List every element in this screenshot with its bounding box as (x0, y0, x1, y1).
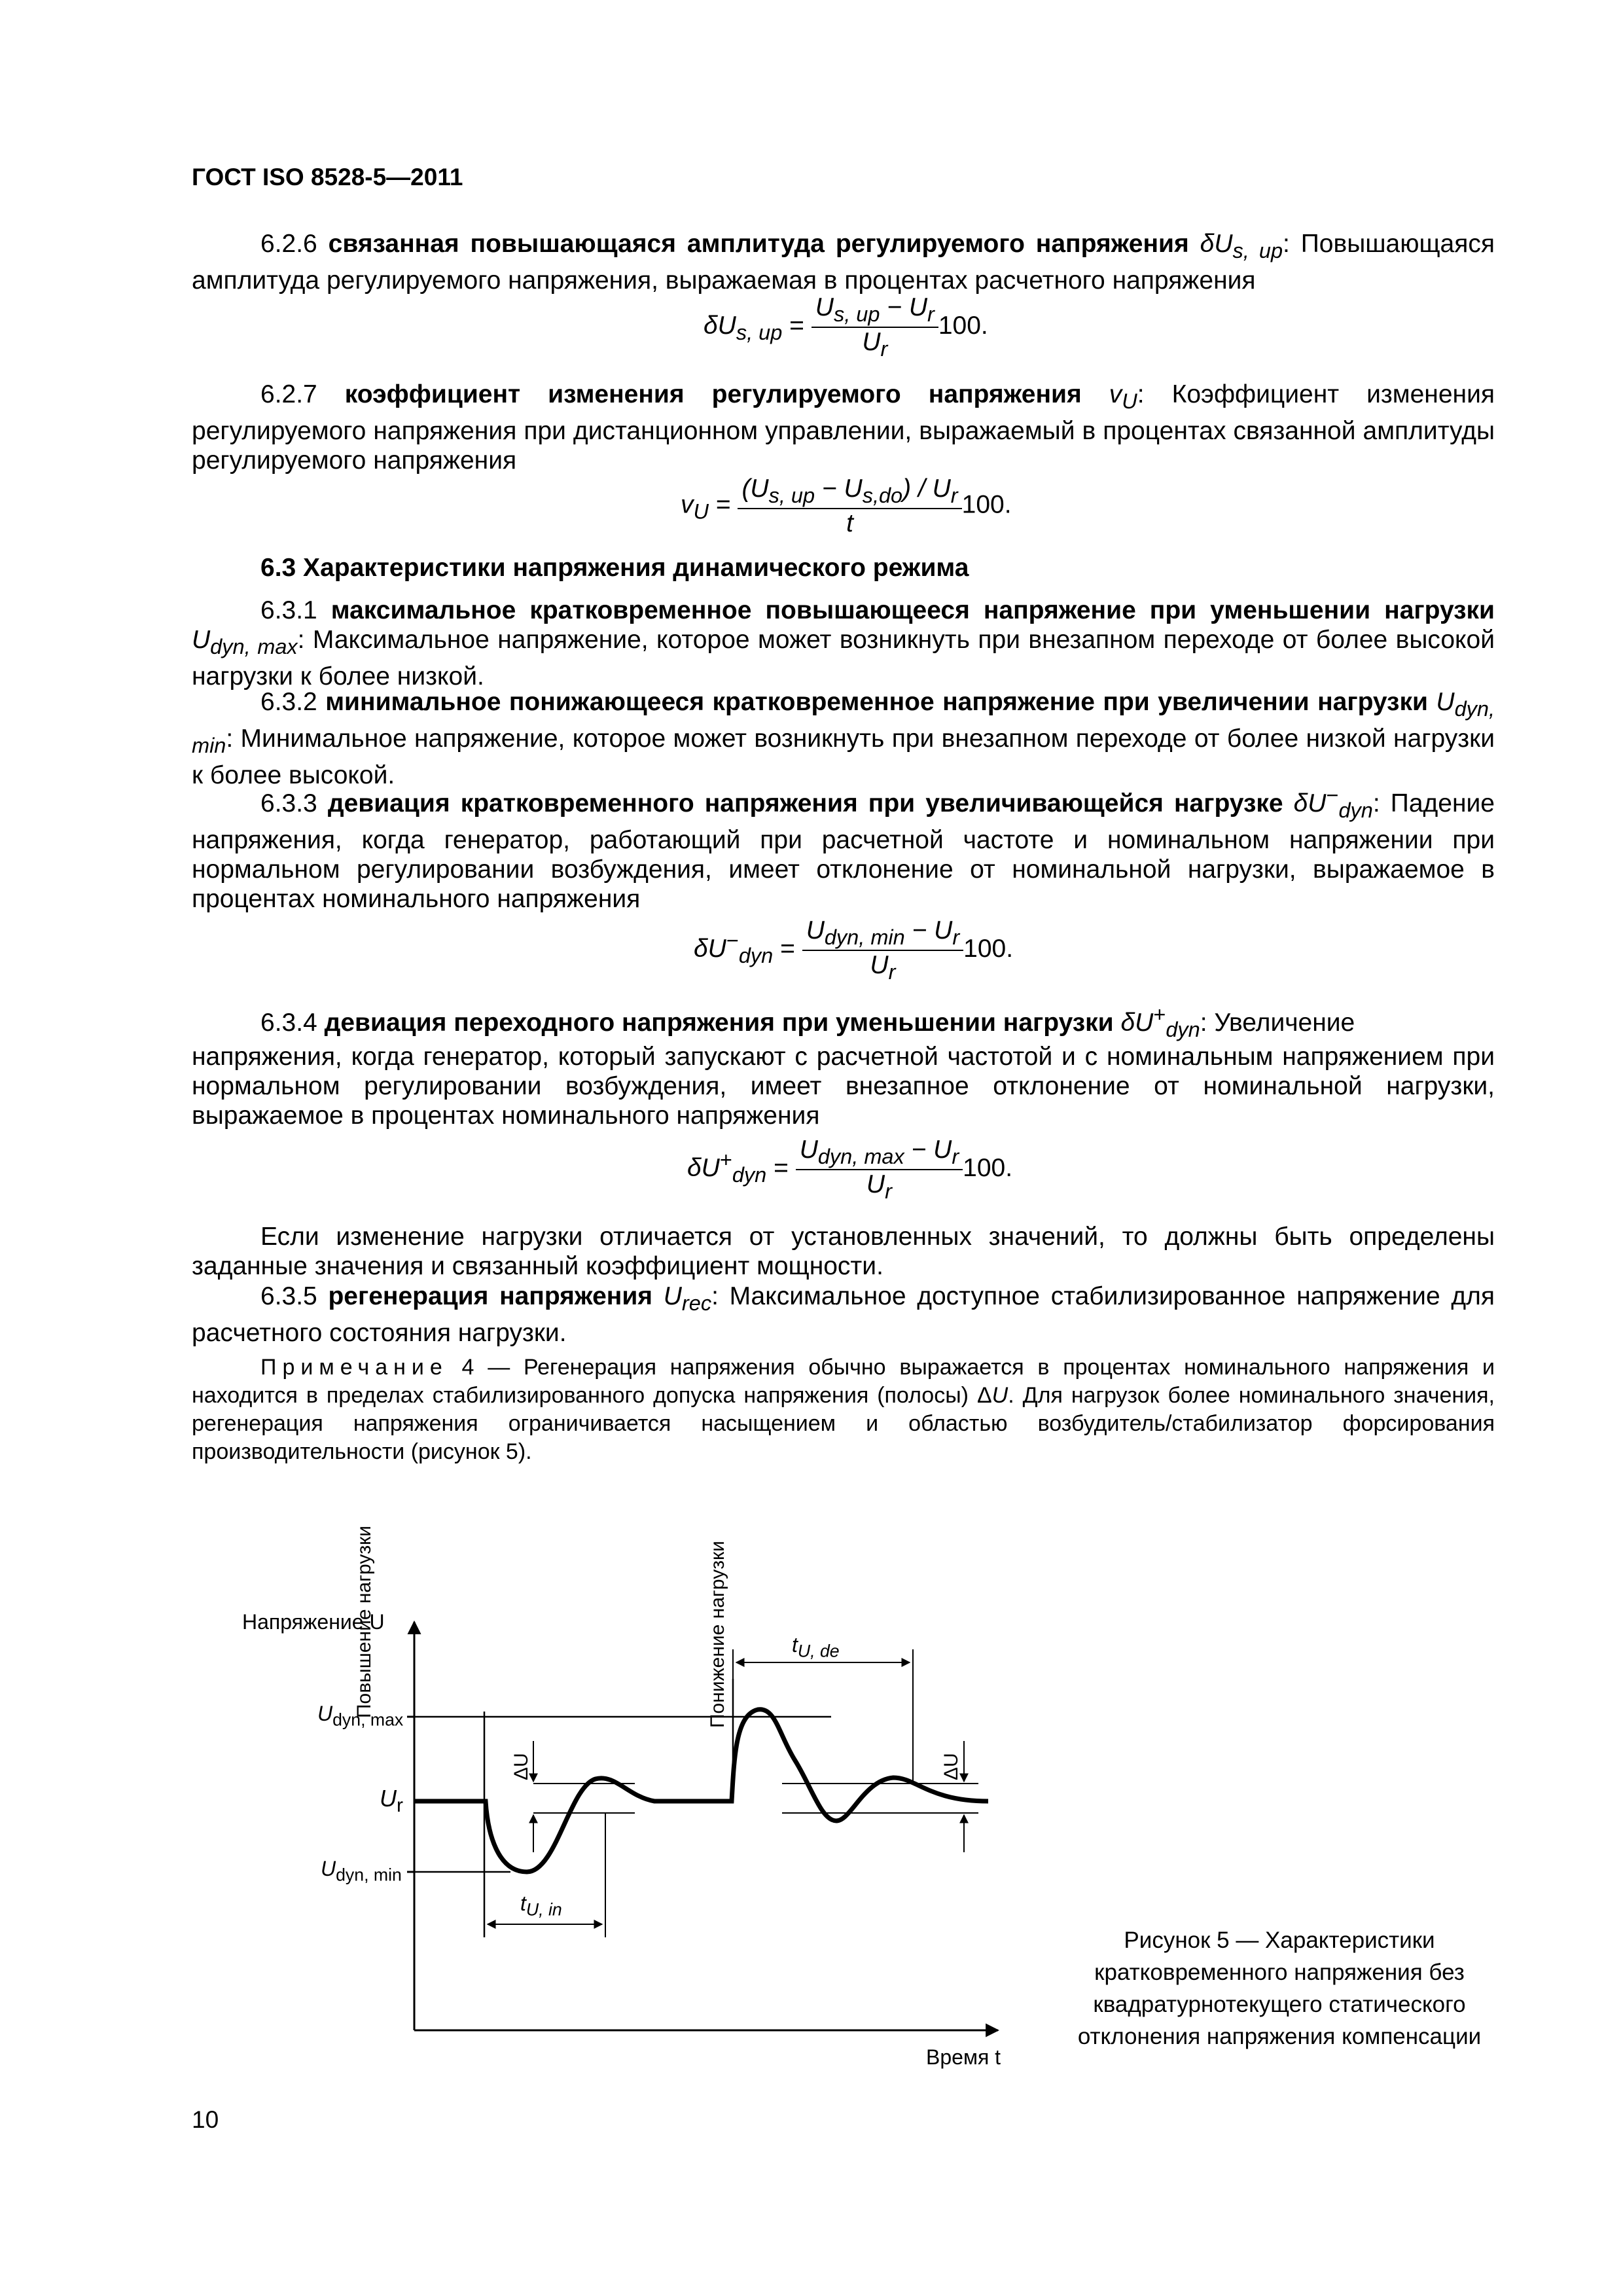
f2-num-a: (U (741, 475, 769, 503)
f2-lhs: v (681, 490, 694, 519)
note-text-b: . Для нагрузок более номинального значения, регенерация напряжения ограничивается насыщением и областью возбудитель/стабилизатор форсирования производительности (рисунок 5). (192, 1383, 1495, 1464)
term: девиация кратковременного напряжения при увеличивающейся нагрузке (327, 789, 1283, 817)
definition-text: : Минимальное напряжение, которое может возникнуть при внезапном переходе от более низкой нагрузки к более высокой. (192, 724, 1495, 789)
f2-den: t (846, 509, 853, 537)
formula-4: $\delta U^+_{dyn}$ = $\frac{U_{dyn, max} - U_r}{U_r}$ 100. (687, 1136, 1013, 1203)
label-delta-u-1: ΔU (510, 1753, 532, 1780)
label-udyn-min-sym: U (321, 1857, 336, 1880)
f2-num-b: − U (815, 475, 863, 503)
f2-num-sub3: r (950, 483, 958, 507)
section-number: 6.3.1 (260, 596, 317, 624)
label-load-decrease: Понижение нагрузки (707, 1541, 728, 1728)
f4-num: U (799, 1136, 818, 1164)
section-number: 6.3.4 (260, 1009, 317, 1037)
symbol: v (1109, 380, 1122, 408)
label-ur (380, 1785, 403, 1817)
symbol-sub: dyn (1166, 1017, 1200, 1041)
f2-tail: 100. (961, 490, 1012, 519)
x-axis-label: Время t (926, 2045, 1001, 2069)
label-delta-u-2: ΔU (940, 1753, 962, 1780)
definition-text-a: : Увеличение (1200, 1009, 1355, 1037)
note-label: Примечание (260, 1355, 448, 1380)
page-number: 10 (192, 2106, 219, 2133)
label-t-de (792, 1633, 840, 1661)
document-header: ГОСТ ISO 8528-5—2011 (192, 164, 463, 190)
label-udyn-min-sub: dyn, min (336, 1865, 402, 1885)
f4-lhs: δU (687, 1154, 720, 1183)
f3-num-sub: dyn, min (824, 925, 905, 949)
definition-text: Падение напряжения, когда генератор, работающий при расчетной частоте и номинальном напряжении при нормальном регулировании возбуждения, имеет отклонение от номинальной нагрузки, выражаемое в процентах номинального напряжения (192, 789, 1495, 913)
section-6-3-3: 6.3.3 девиация кратковременного напряжения при увеличивающейся нагрузке $\delta U^-_{dyn}$: Падение напряжения, когда генератор, работающий при расчетной частоте и номинальном напряжении при нормальном регулировании возбуждения, имеет отклонение от номинальной нагрузки, выражаемое в процентах номинального напряжения (192, 783, 1495, 913)
formula-2: $v_U$ = $\frac{(U_{s, up} - U_{s,do}) / U_r}{t}$ 100. (681, 475, 1012, 537)
f1-den-sub: r (880, 336, 888, 361)
definition-text: : Коэффициент изменения регулируемого напряжения при дистанционном управлении, выражаемый в процентах связанной амплитуды регулируемого напряжения (192, 380, 1495, 475)
symbol: U (1436, 688, 1455, 716)
f4-lhs-sup: + (719, 1148, 732, 1172)
note-text-a: 4 — Регенерация напряжения обычно выражается в процентах номинального напряжения и находится в пределах стабилизированного допуска напряжения (полосы) Δ (192, 1355, 1495, 1408)
f1-num: U (815, 293, 834, 321)
voltage-curve (414, 1710, 988, 1872)
symbol: U (663, 1282, 682, 1310)
f4-num-sub: dyn, max (817, 1144, 904, 1168)
formula-1: $\delta U_{s, up}$ = $\frac{U_{s, up} - U_r}{U_r}$ 100. (704, 293, 988, 361)
term: максимальное кратковременное повышающееся напряжение при уменьшении нагрузки (330, 596, 1495, 624)
term: минимальное понижающееся кратковременное напряжение при увеличении нагрузки (325, 688, 1428, 716)
f4-den-sub: r (885, 1179, 892, 1203)
definition-text: : Повышающаяся амплитуда регулируемого напряжения, выражаемая в процентах расчетного напряжения (192, 230, 1495, 295)
symbol: U (192, 626, 211, 654)
symbol-sup: − (1326, 783, 1339, 807)
term: регенерация напряжения (328, 1282, 653, 1310)
f4-num-minus: − U (904, 1136, 952, 1164)
f3-den: U (870, 950, 889, 979)
symbol-sub: U (1122, 389, 1137, 413)
symbol-sub: dyn (1338, 798, 1373, 822)
note-symbol: U (991, 1383, 1008, 1408)
definition-text: : Максимальное доступное стабилизированное напряжение для расчетного состояния нагрузки. (192, 1282, 1495, 1347)
f2-num-c: ) / U (902, 475, 951, 503)
f2-num-sub1: s, up (768, 483, 815, 507)
f3-num-sub2: r (952, 925, 960, 949)
section-title: 6.3 Характеристики напряжения динамического режима (260, 554, 969, 582)
f1-num-sub2: r (927, 302, 935, 326)
symbol-sub: dyn, max (210, 634, 298, 658)
f4-tail: 100. (963, 1154, 1013, 1183)
symbol: δU (1293, 789, 1327, 817)
y-axis-label: Напряжение U (242, 1610, 385, 1634)
section-number: 6.3.5 (260, 1282, 317, 1310)
label-t-de-sym: t (792, 1633, 798, 1657)
term: девиация переходного напряжения при уменьшении нагрузки (324, 1009, 1114, 1037)
f1-num-sub: s, up (833, 302, 880, 326)
symbol-sub: rec (681, 1291, 712, 1315)
f3-num-minus: − U (904, 916, 953, 944)
term: коэффициент изменения регулируемого напряжения (344, 380, 1082, 408)
label-t-in (520, 1892, 562, 1920)
term: связанная повышающаяся амплитуда регулируемого напряжения (328, 230, 1189, 258)
section-number: 6.2.7 (260, 380, 317, 408)
label-udyn-min (321, 1857, 402, 1885)
definition-text: : Максимальное напряжение, которое может возникнуть при внезапном переходе от более высокой нагрузки к более низкой. (192, 626, 1495, 691)
section-number: 6.2.6 (260, 230, 317, 258)
section-6-3-4-body: напряжения, когда генератор, который запускают с расчетной частотой и с номинальным напряжением при нормальном регулировании возбуждения, имеет внезапное отклонение от номинальной нагрузки, выражаемое в процентах номинального напряжения (192, 1043, 1495, 1130)
f3-tail: 100. (963, 935, 1014, 963)
symbol-sup: + (1153, 1003, 1166, 1026)
paragraph-load-change: Если изменение нагрузки отличается от установленных значений, то должны быть определены заданные значения и связанный коэффициент мощности. (192, 1223, 1495, 1280)
f4-lhs-sub: dyn (732, 1162, 767, 1187)
label-t-in-sub: U, in (526, 1899, 562, 1920)
label-load-increase: Повышение нагрузки (353, 1525, 375, 1718)
f1-den: U (862, 327, 881, 356)
f4-den: U (866, 1170, 885, 1198)
f1-tail: 100. (938, 312, 988, 340)
symbol-sub: s, up (1232, 238, 1283, 262)
figure-caption: Рисунок 5 — Характеристики кратковременного напряжения без квадратурнотекущего статического отклонения напряжения компенсации (1077, 1928, 1482, 2049)
f1-lhs: δU (704, 312, 736, 340)
f3-lhs: δU (694, 935, 726, 963)
f3-lhs-sub: dyn (738, 943, 774, 967)
label-udyn-max-sub: dyn, max (332, 1710, 404, 1730)
symbol-sub: dyn, min (192, 696, 1495, 757)
section-number: 6.3.2 (260, 688, 317, 716)
label-ur-sym: U (380, 1785, 397, 1812)
label-t-de-sub: U, de (797, 1641, 840, 1661)
f3-num: U (806, 916, 825, 944)
label-t-in-sym: t (520, 1892, 526, 1915)
symbol: δU (1120, 1009, 1154, 1037)
f4-num-sub2: r (952, 1144, 959, 1168)
f3-lhs-sup: − (726, 929, 739, 953)
label-udyn-max-sym: U (317, 1702, 333, 1725)
f1-lhs-sub: s, up (736, 320, 783, 344)
label-ur-sub: r (397, 1795, 403, 1817)
f2-lhs-sub: U (693, 499, 709, 524)
f1-num-minus: − U (880, 293, 928, 321)
formula-3: $\delta U^-_{dyn}$ = $\frac{U_{dyn, min} - U_r}{U_r}$ 100. (694, 916, 1014, 984)
f2-num-sub2: s,do (862, 483, 903, 507)
symbol: δU (1200, 230, 1233, 258)
f3-den-sub: r (888, 960, 896, 984)
section-number: 6.3.3 (260, 789, 317, 817)
